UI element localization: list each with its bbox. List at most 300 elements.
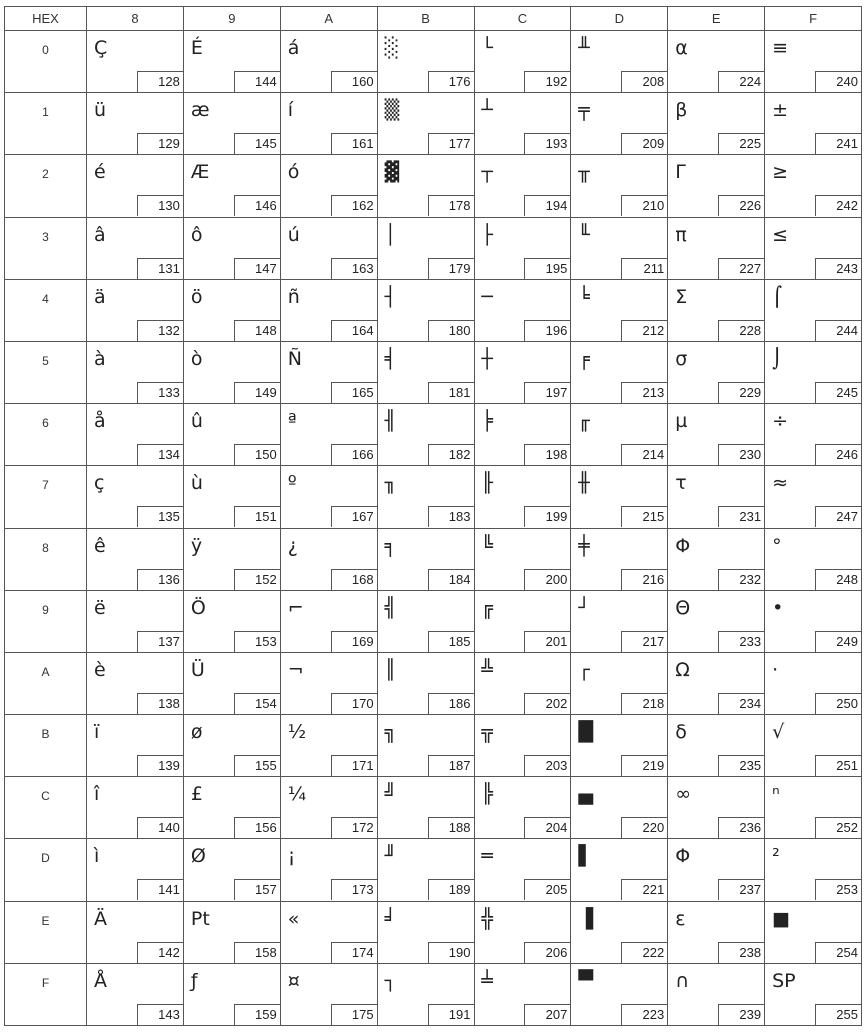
decimal-code: 234 (718, 693, 764, 714)
char-cell (87, 93, 184, 155)
character-glyph: ⌡ (772, 347, 783, 370)
character-glyph: ² (772, 845, 780, 868)
decimal-code: 202 (524, 693, 570, 714)
char-cell-box (281, 155, 377, 216)
char-cell-box (668, 155, 764, 216)
char-cell (474, 777, 571, 839)
decimal-code: 181 (428, 382, 474, 403)
char-cell-box (571, 404, 667, 465)
decimal-code: 178 (428, 195, 474, 216)
character-glyph: Pt (190, 907, 210, 930)
character-glyph: ≈ (772, 472, 789, 495)
decimal-code: 165 (331, 382, 377, 403)
char-cell-box (668, 653, 764, 714)
char-cell (280, 155, 377, 217)
decimal-code: 243 (815, 258, 861, 279)
row-header-hex: 6 (5, 404, 87, 466)
char-cell-box (668, 964, 764, 1025)
decimal-code: 222 (621, 942, 667, 963)
character-glyph: ╗ (384, 721, 397, 744)
char-cell (668, 155, 765, 217)
row-header-hex: F (5, 963, 87, 1025)
char-cell-box (571, 715, 667, 776)
character-code-table (4, 6, 862, 1026)
decimal-code: 169 (331, 631, 377, 652)
decimal-code: 142 (137, 942, 183, 963)
char-cell-box (668, 715, 764, 776)
character-glyph: é (94, 161, 106, 184)
character-glyph: ¡ (287, 845, 296, 868)
char-cell (280, 590, 377, 652)
char-cell-box (184, 93, 280, 154)
decimal-code: 208 (621, 71, 667, 92)
char-cell (668, 279, 765, 341)
char-cell-box (668, 591, 764, 652)
char-cell-box (668, 218, 764, 279)
char-cell-box (184, 715, 280, 776)
decimal-code: 146 (234, 195, 280, 216)
character-glyph: ╘ (578, 285, 590, 308)
column-header-9: 9 (183, 7, 280, 31)
char-cell (87, 715, 184, 777)
character-glyph: ô (190, 223, 203, 246)
decimal-code: 132 (137, 320, 183, 341)
character-glyph: î (94, 783, 100, 806)
row-header-hex: 0 (5, 31, 87, 93)
decimal-code: 168 (331, 569, 377, 590)
character-glyph: ┌ (578, 658, 590, 681)
char-cell-box (184, 218, 280, 279)
character-glyph: ⌐ (287, 596, 304, 619)
char-cell-box (571, 218, 667, 279)
char-cell-box (765, 777, 861, 838)
decimal-code: 134 (137, 444, 183, 465)
decimal-code: 250 (815, 693, 861, 714)
row-header-hex: 2 (5, 155, 87, 217)
char-cell (377, 652, 474, 714)
decimal-code: 167 (331, 506, 377, 527)
char-cell-box (475, 280, 571, 341)
decimal-code: 235 (718, 755, 764, 776)
char-cell-box (87, 218, 183, 279)
char-cell-box (668, 31, 764, 92)
char-cell (474, 652, 571, 714)
decimal-code: 217 (621, 631, 667, 652)
char-cell (571, 93, 668, 155)
char-cell-box (87, 342, 183, 403)
char-cell (280, 839, 377, 901)
decimal-code: 150 (234, 444, 280, 465)
char-cell (765, 839, 862, 901)
decimal-code: 166 (331, 444, 377, 465)
char-cell-box (378, 777, 474, 838)
character-glyph: Ø (190, 845, 206, 868)
row-header-hex: D (5, 839, 87, 901)
character-glyph: Ö (190, 596, 206, 619)
decimal-code: 245 (815, 382, 861, 403)
character-glyph: ║ (384, 658, 397, 681)
character-glyph: ┐ (384, 969, 397, 992)
char-cell-box (378, 653, 474, 714)
character-glyph: ⌠ (772, 285, 783, 308)
character-glyph: ∞ (675, 783, 692, 806)
char-cell-box (281, 93, 377, 154)
char-cell (765, 93, 862, 155)
char-cell (183, 31, 280, 93)
table-row (5, 777, 862, 839)
character-glyph: ╡ (384, 347, 397, 370)
char-cell-box (475, 342, 571, 403)
char-cell (668, 963, 765, 1025)
decimal-code: 218 (621, 693, 667, 714)
decimal-code: 171 (331, 755, 377, 776)
char-cell (571, 341, 668, 403)
char-cell (571, 404, 668, 466)
char-cell-box (281, 342, 377, 403)
char-cell (87, 590, 184, 652)
table-row (5, 590, 862, 652)
char-cell-box (184, 964, 280, 1025)
char-cell-box (475, 715, 571, 776)
character-glyph: τ (675, 472, 687, 495)
character-glyph: ■ (772, 907, 791, 930)
char-cell-box (87, 404, 183, 465)
decimal-code: 248 (815, 569, 861, 590)
decimal-code: 180 (428, 320, 474, 341)
char-cell (280, 528, 377, 590)
char-cell (668, 31, 765, 93)
column-header-c: C (474, 7, 571, 31)
decimal-code: 206 (524, 942, 570, 963)
char-cell (571, 715, 668, 777)
character-glyph: ┬ (481, 161, 493, 184)
char-cell-box (571, 839, 667, 900)
decimal-code: 232 (718, 569, 764, 590)
decimal-code: 147 (234, 258, 280, 279)
character-glyph: ╛ (384, 907, 397, 930)
char-cell (377, 404, 474, 466)
char-cell-box (281, 218, 377, 279)
decimal-code: 136 (137, 569, 183, 590)
character-glyph: ï (94, 721, 100, 744)
char-cell (183, 528, 280, 590)
decimal-code: 151 (234, 506, 280, 527)
char-cell (280, 404, 377, 466)
decimal-code: 154 (234, 693, 280, 714)
char-cell (668, 528, 765, 590)
char-cell-box (668, 466, 764, 527)
decimal-code: 196 (524, 320, 570, 341)
char-cell-box (668, 902, 764, 963)
char-cell-box (765, 31, 861, 92)
char-cell (377, 839, 474, 901)
row-header-hex: A (5, 652, 87, 714)
column-header-d: D (571, 7, 668, 31)
character-glyph: ─ (481, 285, 493, 308)
character-glyph: ╤ (578, 99, 590, 122)
row-header-hex: 3 (5, 217, 87, 279)
character-glyph: ▒ (384, 99, 400, 122)
decimal-code: 183 (428, 506, 474, 527)
decimal-code: 200 (524, 569, 570, 590)
char-cell (474, 341, 571, 403)
decimal-code: 228 (718, 320, 764, 341)
character-glyph: ì (94, 845, 100, 868)
char-cell-box (668, 777, 764, 838)
decimal-code: 236 (718, 817, 764, 838)
character-glyph: ¤ (287, 969, 300, 992)
char-cell-box (87, 31, 183, 92)
column-header-row (5, 7, 862, 31)
character-glyph: α (675, 37, 688, 59)
char-cell-box (475, 653, 571, 714)
char-cell (87, 466, 184, 528)
character-glyph: ╥ (578, 161, 590, 184)
decimal-code: 244 (815, 320, 861, 341)
character-glyph: ╠ (481, 783, 493, 806)
character-glyph: ▐ (578, 907, 593, 930)
char-cell-box (184, 404, 280, 465)
char-cell-box (87, 902, 183, 963)
character-glyph: ½ (287, 721, 307, 744)
decimal-code: 163 (331, 258, 377, 279)
char-cell (474, 528, 571, 590)
character-glyph: ░ (384, 37, 400, 59)
character-glyph: ⁿ (772, 783, 780, 806)
char-cell-box (281, 715, 377, 776)
char-cell-box (378, 466, 474, 527)
character-glyph: · (772, 658, 779, 681)
char-cell-box (668, 529, 764, 590)
character-glyph: │ (384, 223, 397, 246)
character-glyph: ≥ (772, 161, 789, 184)
char-cell-box (281, 902, 377, 963)
char-cell (183, 777, 280, 839)
decimal-code: 129 (137, 133, 183, 154)
char-cell-box (87, 715, 183, 776)
decimal-code: 198 (524, 444, 570, 465)
char-cell-box (87, 653, 183, 714)
char-cell (571, 839, 668, 901)
char-cell-box (571, 466, 667, 527)
char-cell-box (475, 902, 571, 963)
character-glyph: ╢ (384, 410, 397, 433)
decimal-code: 211 (621, 258, 667, 279)
character-glyph: ╦ (481, 721, 493, 744)
char-cell-box (765, 342, 861, 403)
character-glyph: ε (675, 907, 686, 930)
decimal-code: 138 (137, 693, 183, 714)
decimal-code: 135 (137, 506, 183, 527)
char-cell (377, 93, 474, 155)
character-glyph: ≤ (772, 223, 789, 246)
character-glyph: ▓ (384, 161, 400, 184)
decimal-code: 155 (234, 755, 280, 776)
character-glyph: π (675, 223, 687, 246)
char-cell (571, 963, 668, 1025)
char-cell (571, 279, 668, 341)
decimal-code: 160 (331, 71, 377, 92)
char-cell-box (765, 653, 861, 714)
char-cell-box (475, 466, 571, 527)
row-header-hex: B (5, 715, 87, 777)
decimal-code: 233 (718, 631, 764, 652)
char-cell (571, 528, 668, 590)
char-cell-box (378, 404, 474, 465)
char-cell-box (281, 653, 377, 714)
char-cell-box (87, 839, 183, 900)
char-cell-box (281, 839, 377, 900)
decimal-code: 182 (428, 444, 474, 465)
decimal-code: 175 (331, 1004, 377, 1025)
char-cell (765, 341, 862, 403)
char-cell-box (184, 653, 280, 714)
char-cell-box (475, 218, 571, 279)
row-header-hex: 9 (5, 590, 87, 652)
char-cell-box (765, 902, 861, 963)
character-glyph: ╕ (384, 534, 397, 557)
decimal-code: 223 (621, 1004, 667, 1025)
decimal-code: 215 (621, 506, 667, 527)
char-cell (474, 590, 571, 652)
decimal-code: 246 (815, 444, 861, 465)
char-cell-box (475, 404, 571, 465)
char-cell-box (765, 280, 861, 341)
char-cell-box (378, 964, 474, 1025)
char-cell-box (668, 93, 764, 154)
char-cell (668, 652, 765, 714)
char-cell (87, 155, 184, 217)
character-glyph: ╣ (384, 596, 397, 619)
char-cell-box (475, 31, 571, 92)
column-header-a: A (280, 7, 377, 31)
character-glyph: £ (190, 783, 203, 806)
character-glyph: ═ (481, 845, 493, 868)
character-glyph: Ä (94, 907, 107, 930)
char-cell (87, 963, 184, 1025)
decimal-code: 177 (428, 133, 474, 154)
char-cell-box (475, 155, 571, 216)
character-glyph: ƒ (190, 969, 198, 992)
decimal-code: 144 (234, 71, 280, 92)
char-cell (571, 31, 668, 93)
decimal-code: 230 (718, 444, 764, 465)
char-cell-box (281, 404, 377, 465)
char-cell (183, 404, 280, 466)
character-glyph: ╟ (481, 472, 493, 495)
char-cell (87, 777, 184, 839)
char-cell-box (184, 529, 280, 590)
character-glyph: µ (675, 410, 688, 433)
character-glyph: ┤ (384, 285, 397, 308)
char-cell-box (378, 218, 474, 279)
hex-corner-header: HEX (5, 7, 87, 31)
char-cell (183, 652, 280, 714)
decimal-code: 242 (815, 195, 861, 216)
char-cell (183, 93, 280, 155)
char-cell (474, 217, 571, 279)
char-cell (668, 715, 765, 777)
char-cell-box (571, 591, 667, 652)
character-glyph: ╚ (481, 534, 493, 557)
decimal-code: 133 (137, 382, 183, 403)
decimal-code: 176 (428, 71, 474, 92)
character-glyph: á (287, 37, 300, 59)
column-header-8: 8 (87, 7, 184, 31)
decimal-code: 229 (718, 382, 764, 403)
char-cell (280, 652, 377, 714)
char-cell (280, 31, 377, 93)
decimal-code: 187 (428, 755, 474, 776)
char-cell (377, 963, 474, 1025)
decimal-code: 224 (718, 71, 764, 92)
char-cell-box (571, 964, 667, 1025)
decimal-code: 255 (815, 1004, 861, 1025)
table-row (5, 341, 862, 403)
character-glyph: ╨ (578, 37, 590, 59)
character-glyph: ▌ (578, 845, 593, 868)
decimal-code: 156 (234, 817, 280, 838)
char-cell-box (281, 31, 377, 92)
char-cell (474, 155, 571, 217)
decimal-code: 157 (234, 879, 280, 900)
char-cell (668, 93, 765, 155)
decimal-code: 161 (331, 133, 377, 154)
character-glyph: ╬ (481, 907, 493, 930)
decimal-code: 219 (621, 755, 667, 776)
decimal-code: 225 (718, 133, 764, 154)
character-glyph: Å (94, 969, 107, 992)
char-cell (474, 31, 571, 93)
character-glyph: ¬ (287, 658, 304, 681)
char-cell-box (184, 280, 280, 341)
character-glyph: σ (675, 347, 688, 370)
char-cell-box (571, 93, 667, 154)
char-cell (183, 839, 280, 901)
decimal-code: 209 (621, 133, 667, 154)
char-cell (571, 155, 668, 217)
char-cell-box (378, 155, 474, 216)
char-cell (765, 31, 862, 93)
char-cell (377, 528, 474, 590)
character-glyph: ñ (287, 285, 300, 308)
char-cell (765, 652, 862, 714)
char-cell (87, 404, 184, 466)
decimal-code: 162 (331, 195, 377, 216)
character-glyph: à (94, 347, 106, 370)
char-cell-box (184, 342, 280, 403)
char-cell (765, 155, 862, 217)
char-cell-box (184, 839, 280, 900)
char-cell-box (668, 342, 764, 403)
decimal-code: 184 (428, 569, 474, 590)
char-cell (668, 839, 765, 901)
decimal-code: 139 (137, 755, 183, 776)
char-cell-box (281, 777, 377, 838)
decimal-code: 203 (524, 755, 570, 776)
character-glyph: Φ (675, 534, 691, 557)
char-cell-box (571, 529, 667, 590)
char-cell-box (765, 591, 861, 652)
char-cell (280, 217, 377, 279)
char-cell-box (475, 529, 571, 590)
decimal-code: 188 (428, 817, 474, 838)
char-cell (765, 466, 862, 528)
char-cell (377, 466, 474, 528)
character-glyph: ╞ (481, 410, 493, 433)
decimal-code: 189 (428, 879, 474, 900)
decimal-code: 241 (815, 133, 861, 154)
